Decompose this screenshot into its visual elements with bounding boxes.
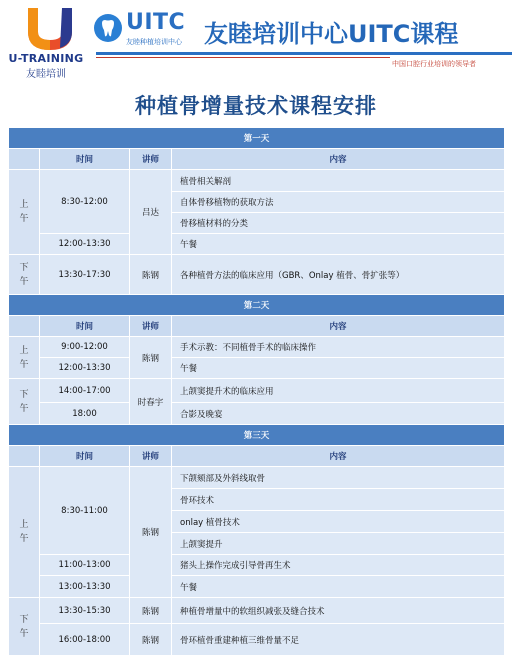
teacher-cell: 陈钢 xyxy=(130,624,172,656)
column-header-row xyxy=(9,316,505,337)
content-cell: 猪头上操作完成引导骨再生术 xyxy=(172,555,505,576)
teacher-cell: 陈钢 xyxy=(130,598,172,624)
column-header-blank xyxy=(9,149,40,170)
schedule-row xyxy=(9,337,505,358)
column-header-teacher: 讲师 xyxy=(130,446,172,467)
period-label xyxy=(9,170,40,255)
content-cell: 上颌窦提升 xyxy=(172,533,505,555)
period-text: 下午 xyxy=(19,614,29,639)
time-cell: 12:00-13:30 xyxy=(40,234,130,255)
time-cell: 12:00-13:30 xyxy=(40,358,130,379)
content-cell: 骨环技术 xyxy=(172,489,505,511)
time-cell: 16:00-18:00 xyxy=(40,624,130,656)
time-cell: 8:30-12:00 xyxy=(40,170,130,234)
schedule-row xyxy=(9,555,505,576)
time-cell: 13:00-13:30 xyxy=(40,576,130,598)
tooth-logo-icon xyxy=(94,14,122,42)
day-header-row xyxy=(9,295,505,316)
period-text: 上午 xyxy=(19,520,29,544)
header-title: 友睦培训中心UITC课程 xyxy=(204,20,459,48)
uitc-wordmark: UITC xyxy=(126,10,186,35)
time-cell: 13:30-17:30 xyxy=(40,255,130,295)
day-label: 第二天 xyxy=(9,295,505,316)
u-training-logo-icon xyxy=(14,6,86,54)
content-cell: onlay 植骨技术 xyxy=(172,511,505,533)
day-label: 第三天 xyxy=(9,425,505,446)
content-cell: 自体骨移植物的获取方法 xyxy=(172,192,505,213)
content-cell: 合影及晚宴 xyxy=(172,403,505,425)
schedule-row xyxy=(9,576,505,598)
day-header-row xyxy=(9,425,505,446)
logo-chinese-text: 友睦培训 xyxy=(26,69,66,80)
time-cell: 14:00-17:00 xyxy=(40,379,130,403)
header xyxy=(0,0,512,80)
teacher-cell: 吕达 xyxy=(130,170,172,255)
period-label xyxy=(9,379,40,425)
period-text: 上午 xyxy=(19,345,29,370)
content-cell: 骨移植材料的分类 xyxy=(172,213,505,234)
content-cell: 下颌颏部及外斜线取骨 xyxy=(172,467,505,489)
column-header-row xyxy=(9,446,505,467)
content-cell: 植骨相关解剖 xyxy=(172,170,505,192)
header-slogan: 中国口腔行业培训的领导者 xyxy=(392,60,476,68)
content-cell: 午餐 xyxy=(172,576,505,598)
content-cell: 午餐 xyxy=(172,234,505,255)
column-header-blank xyxy=(9,316,40,337)
period-label xyxy=(9,467,40,598)
time-cell: 8:30-11:00 xyxy=(40,467,130,555)
time-cell: 13:30-15:30 xyxy=(40,598,130,624)
column-header-time: 时间 xyxy=(40,316,130,337)
time-cell: 11:00-13:00 xyxy=(40,555,130,576)
period-text: 下午 xyxy=(19,262,29,287)
column-header-teacher: 讲师 xyxy=(130,149,172,170)
column-header-content: 内容 xyxy=(172,316,505,337)
time-cell: 18:00 xyxy=(40,403,130,425)
column-header-content: 内容 xyxy=(172,446,505,467)
schedule-row xyxy=(9,255,505,295)
column-header-time: 时间 xyxy=(40,446,130,467)
schedule-row xyxy=(9,403,505,425)
schedule-row xyxy=(9,598,505,624)
column-header-blank xyxy=(9,446,40,467)
period-label xyxy=(9,598,40,656)
schedule-row xyxy=(9,467,505,489)
day-label: 第一天 xyxy=(9,128,505,149)
schedule-table xyxy=(8,127,505,656)
column-header-content: 内容 xyxy=(172,149,505,170)
content-cell: 上颌窦提升术的临床应用 xyxy=(172,379,505,403)
period-text: 上午 xyxy=(19,200,29,224)
day-header-row xyxy=(9,128,505,149)
content-cell: 手术示教：不同植骨手术的临床操作 xyxy=(172,337,505,358)
time-cell: 9:00-12:00 xyxy=(40,337,130,358)
column-header-time: 时间 xyxy=(40,149,130,170)
content-cell: 午餐 xyxy=(172,358,505,379)
teacher-cell: 时春宇 xyxy=(130,379,172,425)
logo-english-text: U-TRAINING xyxy=(8,52,84,65)
content-cell: 各种植骨方法的临床应用（GBR、Onlay 植骨、骨扩张等） xyxy=(172,255,505,295)
page-title: 种植骨增量技术课程安排 xyxy=(135,94,377,118)
schedule-row xyxy=(9,358,505,379)
header-accent-line xyxy=(96,57,390,58)
teacher-cell: 陈钢 xyxy=(130,337,172,379)
teacher-cell: 陈钢 xyxy=(130,467,172,598)
content-cell: 骨环植骨重建种植三维骨量不足 xyxy=(172,624,505,656)
column-header-teacher: 讲师 xyxy=(130,316,172,337)
uitc-subtitle: 友睦种植培训中心 xyxy=(126,38,182,46)
period-label xyxy=(9,255,40,295)
teacher-cell: 陈钢 xyxy=(130,255,172,295)
period-text: 下午 xyxy=(19,389,29,414)
column-header-row xyxy=(9,149,505,170)
schedule-row xyxy=(9,379,505,403)
schedule-row xyxy=(9,234,505,255)
header-divider xyxy=(96,52,512,55)
schedule-row xyxy=(9,624,505,656)
schedule-row xyxy=(9,170,505,192)
content-cell: 种植骨增量中的软组织减张及缝合技术 xyxy=(172,598,505,624)
period-label xyxy=(9,337,40,379)
